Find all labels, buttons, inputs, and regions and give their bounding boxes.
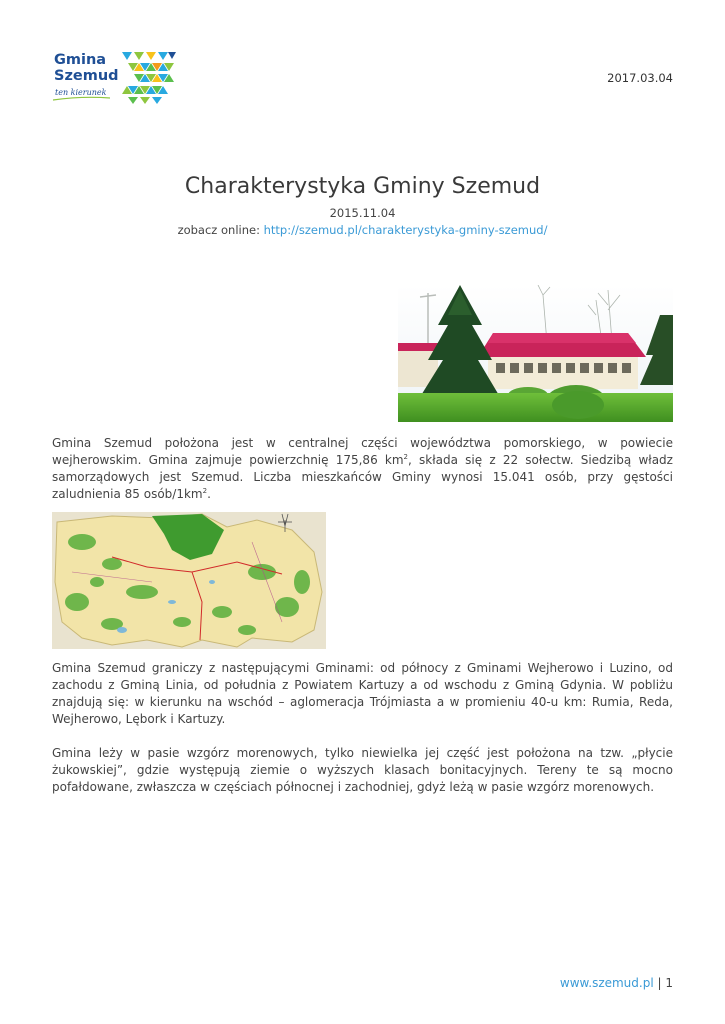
online-line xyxy=(0,223,725,237)
school-building-photo xyxy=(398,285,673,422)
page-title: Charakterystyka Gminy Szemud xyxy=(184,174,541,199)
header-date: 2017.03.04 xyxy=(607,71,673,85)
superscript-density: 2 xyxy=(202,487,208,495)
superscript-area: 2 xyxy=(403,453,409,461)
paragraph-neighbors: Gmina Szemud graniczy z następującymi Gminami: od północy z Gminami Wejherowo i Luzino, od zachodu z Gminą Linia, od południa z Powiatem Kartuzy a od wschodu z Gminą Gdynia. W pobliżu znajdują się: w kierunku na wschód – aglomeracja Trójmiasta a w promieniu 40-u km: Rumia, Reda, Wejherowo, Lębork i Kartuzy. xyxy=(52,661,673,726)
logo-line1: Gmina xyxy=(54,52,107,68)
paragraph-terrain: Gmina leży w pasie wzgórz morenowych, tylko niewielka jej część jest położona na tzw. „płycie żukowskiej”, gdzie występują ziemie o wyższych klasach bonitacyjnych. Tereny te są mocno pofałdowane, zwłaszcza w częściach północnej i zachodniej, gdyż leżą w pasie wzgórz morenowych. xyxy=(52,746,673,794)
logo-underline-swoosh xyxy=(52,96,112,102)
logo-line2: Szemud xyxy=(54,68,119,84)
publish-date: 2015.11.04 xyxy=(329,206,396,220)
logo-triangles-icon xyxy=(120,50,178,104)
paragraph-location-part2: , składa się z 22 sołectw. Siedzibą władz samorządowych jest Szemud. Liczba mieszkańców Gminy wynosi 15.041 osób, przy gęstości zaludnienia 85 osób/1km xyxy=(52,453,673,501)
paragraph-location-part1: Gmina Szemud położona jest w centralnej części województwa pomorskiego, w powiecie wejherowskim. Gmina zajmuje powierzchnię 175,86 km xyxy=(52,436,673,467)
paragraph-location-part3: . xyxy=(207,487,211,501)
footer-page-number: 1 xyxy=(665,976,673,990)
paragraph-location xyxy=(52,435,673,503)
online-url-link[interactable]: http://szemud.pl/charakterystyka-gminy-szemud/ xyxy=(263,223,548,237)
online-label: zobacz online: xyxy=(177,223,264,237)
footer-separator: | xyxy=(653,976,666,990)
footer-site-link[interactable]: www.szemud.pl xyxy=(559,976,654,990)
logo-tagline: ten kierunek xyxy=(55,88,107,97)
page-footer xyxy=(560,976,673,990)
gmina-szemud-logo[interactable] xyxy=(52,50,182,106)
gmina-map-image xyxy=(52,512,326,649)
